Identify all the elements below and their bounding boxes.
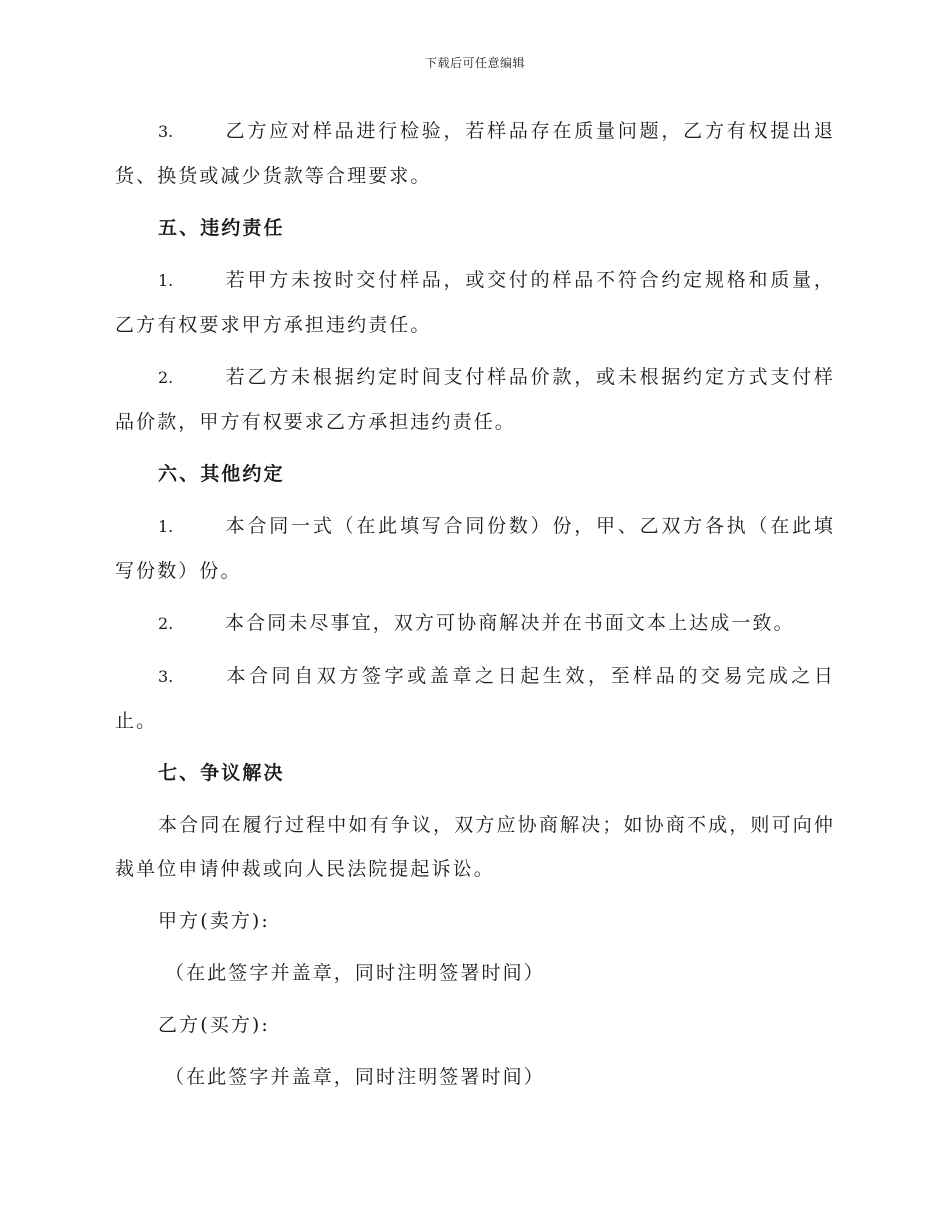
section-heading-6: 六、其他约定 <box>158 463 285 485</box>
item-number: 3. <box>158 667 174 686</box>
item-number: 1. <box>158 517 174 536</box>
party-b-label: 乙方(买方): <box>158 1014 270 1036</box>
item-text: 若甲方未按时交付样品，或交付的样品不符合约定规格和质量，乙方有权要求甲方承担违约责任。 <box>115 269 835 336</box>
item-number: 1. <box>158 271 174 290</box>
clause-5-2 <box>115 355 835 444</box>
clause-6-1 <box>115 504 835 593</box>
party-a-label: 甲方(卖方): <box>158 910 270 932</box>
clause-6-3 <box>115 654 835 743</box>
dispute-paragraph: 本合同在履行过程中如有争议，双方应协商解决；如协商不成，则可向仲裁单位申请仲裁或向人民法院提起诉讼。 <box>115 814 835 880</box>
party-a-signature-note: （在此签字并盖章，同时注明签署时间） <box>165 962 545 984</box>
page-header: 下载后可任意编辑 <box>424 56 525 70</box>
item-number: 2. <box>158 368 174 387</box>
item-text: 本合同一式（在此填写合同份数）份，甲、乙双方各执（在此填写份数）份。 <box>115 515 835 582</box>
document-body <box>115 109 835 1107</box>
section-heading-7: 七、争议解决 <box>158 762 285 784</box>
item-text: 本合同自双方签字或盖章之日起生效，至样品的交易完成之日止。 <box>115 665 835 732</box>
section-heading-5: 五、违约责任 <box>158 217 285 239</box>
party-b-signature-note: （在此签字并盖章，同时注明签署时间） <box>165 1066 545 1088</box>
clause-5-1 <box>115 258 835 347</box>
item-text: 本合同未尽事宜，双方可协商解决并在书面文本上达成一致。 <box>225 612 795 634</box>
item-text: 若乙方未根据约定时间支付样品价款，或未根据约定方式支付样品价款，甲方有权要求乙方承担违约责任。 <box>115 366 835 433</box>
item-number: 2. <box>158 614 174 633</box>
clause-4-3 <box>115 109 835 198</box>
clause-6-2 <box>115 601 835 646</box>
item-number: 3. <box>158 122 174 141</box>
item-text: 乙方应对样品进行检验，若样品存在质量问题，乙方有权提出退货、换货或减少货款等合理要求。 <box>115 120 835 187</box>
